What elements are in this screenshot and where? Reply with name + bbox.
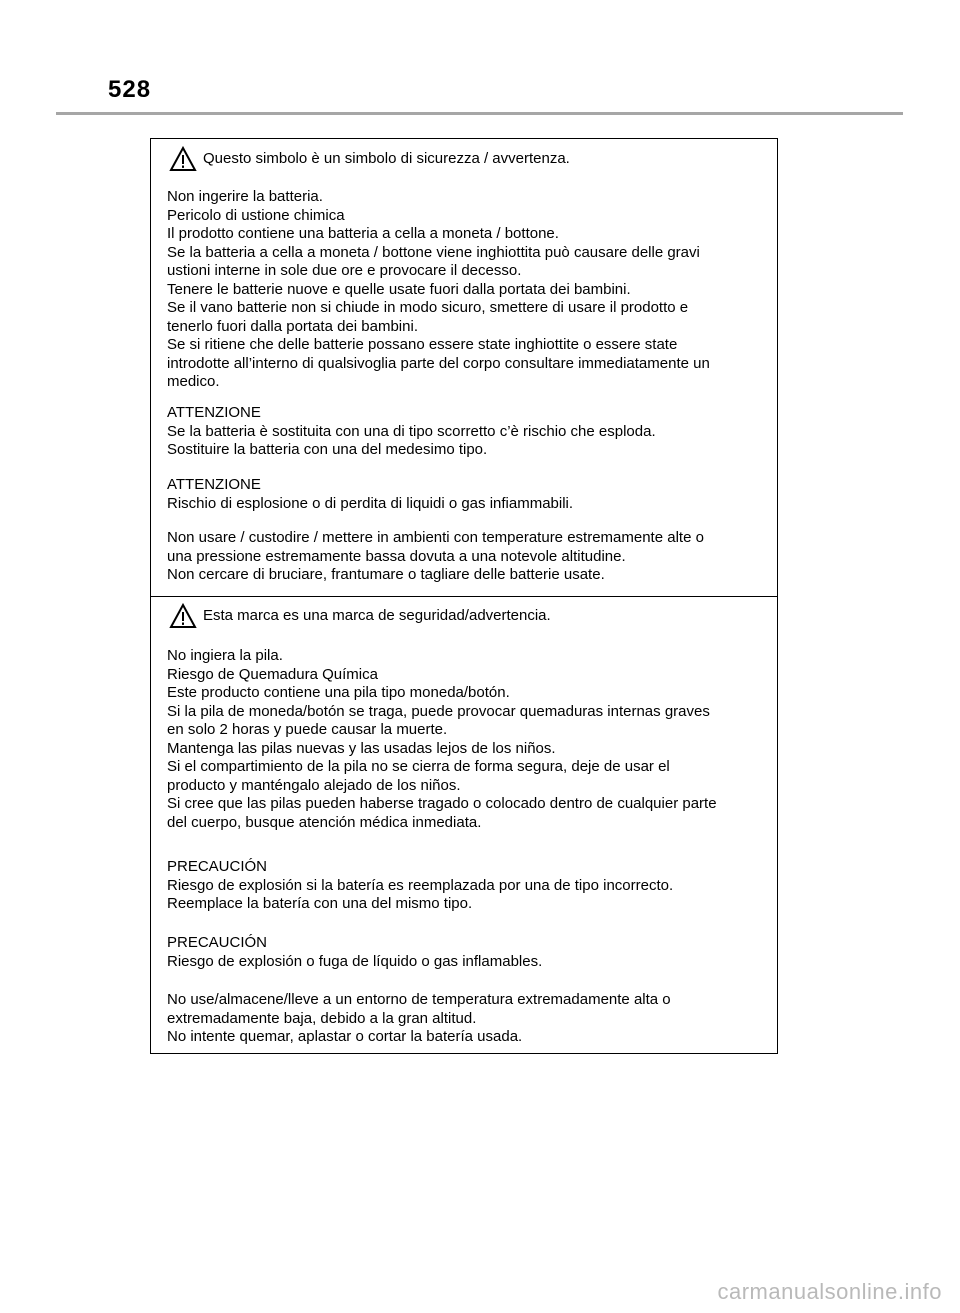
watermark: carmanualsonline.info — [717, 1279, 942, 1304]
spanish-precaucion-explosion: PRECAUCIÓN Riesgo de explosión o fuga de líquido o gas inflamables. — [167, 934, 543, 970]
page-number: 528 — [108, 76, 152, 103]
spanish-warning-label: Esta marca es una marca de seguridad/advertencia. — [203, 607, 551, 624]
spanish-battery-ingestion-text: No ingiera la pila. Riesgo de Quemadura Química Este producto contiene una pila tipo moneda/botón. Si la pila de moneda/botón se traga, puede provocar quemaduras internas graves en solo 2 horas y puede causar la muerte. Mantenga las pilas nuevas y las usadas lejos de los niños. Si el compartimiento de la pila no se cierra de forma segura, deje de usar el producto y manténgalo alejado de los niños. Si cree que las pilas pueden haberse tragado o colocado dentro de cualquier parte del cuerpo, busque atención médica inmediata. — [167, 647, 717, 831]
italian-environment-text: Non usare / custodire / mettere in ambienti con temperature estremamente alte o una pressione estremamente bassa dovuta a una notevole altitudine. Non cercare di bruciare, frantumare o tagliare delle batterie usate. — [167, 529, 704, 583]
italian-warning-label: Questo simbolo è un simbolo di sicurezza / avvertenza. — [203, 150, 570, 167]
spanish-environment-text: No use/almacene/lleve a un entorno de temperatura extremadamente alta o extremadamente baja, debido a la gran altitud. No intente quemar, aplastar o cortar la batería usada. — [167, 991, 671, 1045]
italian-battery-ingestion-text: Non ingerire la batteria. Pericolo di ustione chimica Il prodotto contiene una batteria a cella a moneta / bottone. Se la batteria a cella a moneta / bottone viene inghiottita può causare delle gravi ustioni interne in sole due ore e provocare il decesso. Tenere le batterie nuove e quelle usate fuori dalla portata dei bambini. Se il vano batterie non si chiude in modo sicuro, smettere di usare il prodotto e tenerlo fuori dalla portata dei bambini. Se si ritiene che delle batterie possano essere state inghiottite o essere state introdotte all’interno di qualsivoglia parte del corpo consultare immediatamente un medico. — [167, 188, 710, 390]
warning-triangle-icon — [169, 603, 197, 629]
spanish-precaucion-replacement: PRECAUCIÓN Riesgo de explosión si la batería es reemplazada por una de tipo incorrecto. Reemplace la batería con una del mismo tipo. — [167, 858, 674, 912]
italian-warning-section — [151, 139, 777, 596]
italian-warning-symbol-line — [169, 145, 570, 173]
header-divider — [56, 112, 903, 115]
italian-attenzione-explosion: ATTENZIONE Rischio di esplosione o di perdita di liquidi o gas infiammabili. — [167, 476, 574, 512]
battery-warning-box — [150, 138, 778, 1054]
italian-attenzione-replacement: ATTENZIONE Se la batteria è sostituita con una di tipo scorretto c’è rischio che esploda. Sostituire la batteria con una del medesimo tipo. — [167, 404, 656, 458]
warning-triangle-icon — [169, 146, 197, 172]
spanish-warning-section — [151, 596, 777, 1053]
spanish-warning-symbol-line — [169, 602, 551, 630]
